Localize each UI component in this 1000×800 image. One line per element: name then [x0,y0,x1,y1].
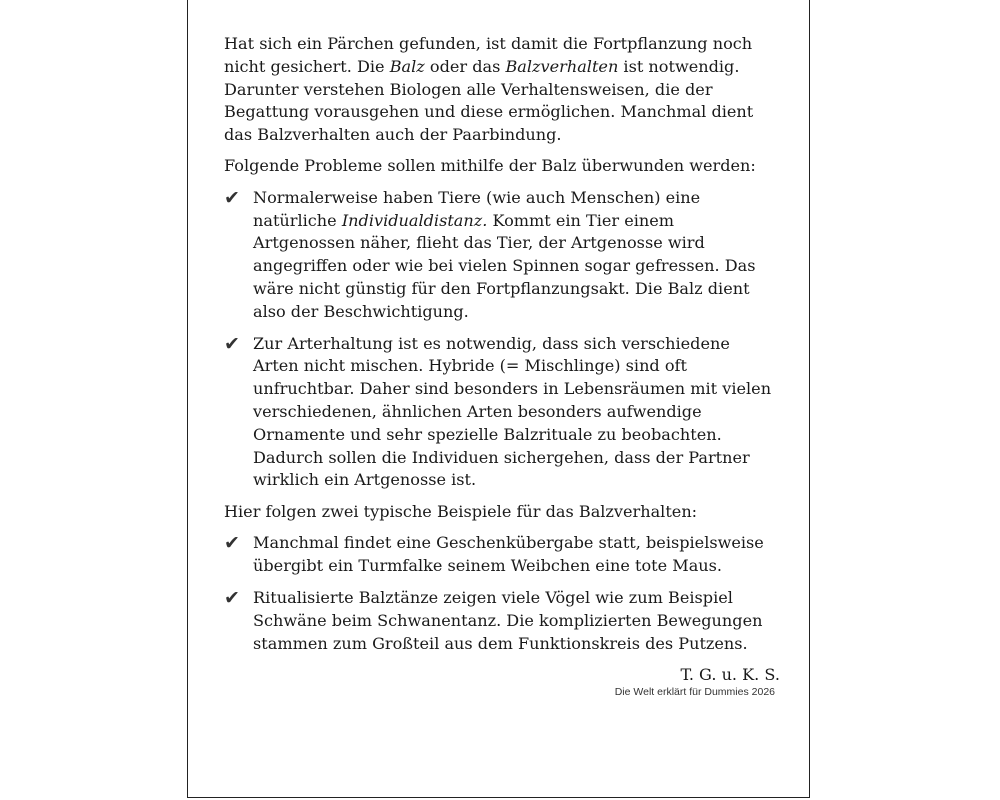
page-footer: Die Welt erklärt für Dummies 2026 [614,686,775,698]
examples-list [224,532,780,655]
list-item [224,532,780,578]
checkmark-icon: ✔ [224,332,240,355]
paragraph-intro [224,33,780,147]
examples-intro: Hier folgen zwei typische Beispiele für das Balzverhalten: [224,502,698,522]
list-item-text: Normalerweise haben Tiere (wie auch Menschen) eine natürliche [253,187,701,230]
paragraph-text: ist notwendig. Darunter verstehen Biologen alle Verhaltensweisen, die der Begattung vorausgehen und diese ermöglichen. Manchmal dient das Balzverhalten auch der Paarbindung. [224,56,754,145]
author-signature: T. G. u. K. S. [680,665,780,685]
list-item-text: Ritualisierte Balztänze zeigen viele Vögel wie zum Beispiel Schwäne beim Schwanentanz. Die komplizierten Bewegungen stammen zum Großteil aus dem Funktionskreis des Putzens. [253,588,763,653]
checkmark-icon: ✔ [224,186,240,209]
checkmark-icon: ✔ [224,532,240,555]
paragraph-text: Hat sich ein Pärchen gefunden, ist damit die Fortpflanzung noch nicht gesichert. Die [224,34,753,76]
list-item [224,333,780,493]
problems-list [224,187,780,492]
term-balzverhalten: Balzverhalten [505,56,619,76]
term-individualdistanz: Individualdistanz. [341,210,488,230]
page [187,0,810,798]
term-balz: Balz [389,56,425,76]
list-item-text: Zur Arterhaltung ist es notwendig, dass sich verschiedene Arten nicht mischen. Hybride (= Mischlinge) sind oft unfruchtbar. Daher sind besonders in Lebensräumen mit vielen verschiedenen, ähnlichen Arten besonders aufwendige Ornamente und sehr spezielle Balzrituale zu beobachten. Dadurch sollen die Individuen sichergehen, dass der Partner wirklich ein Artgenosse ist. [253,333,772,490]
list-item [224,187,780,324]
checkmark-icon: ✔ [224,587,240,610]
list-item-text: Kommt ein Tier einem Artgenossen näher, flieht das Tier, der Artgenosse wird angegriffen oder wie bei vielen Spinnen sogar gefressen. Das wäre nicht günstig für den Fortpflanzungsakt. Die Balz dient also der Beschwichtigung. [253,210,756,321]
problems-intro: Folgende Probleme sollen mithilfe der Balz überwunden werden: [224,156,756,176]
page-content [224,33,780,687]
paragraph-text: oder das [424,56,506,76]
list-item-text: Manchmal findet eine Geschenkübergabe statt, beispielsweise übergibt ein Turmfalke seinem Weibchen eine tote Maus. [253,533,764,576]
list-item [224,587,780,655]
